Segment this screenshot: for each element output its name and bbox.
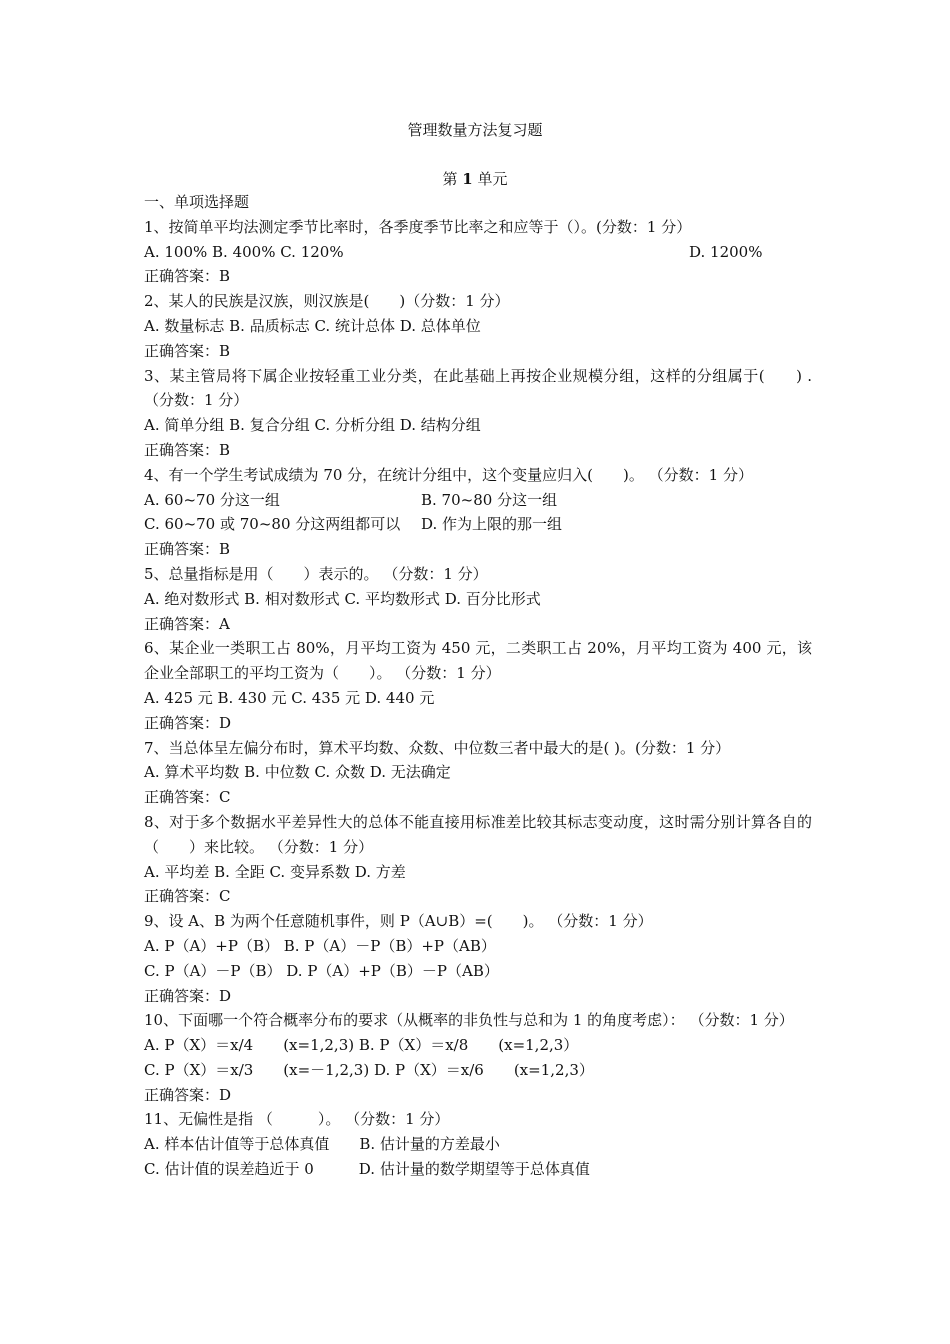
question-6: 6、某企业一类职工占 80%，月平均工资为 450 元，二类职工占 20%，月平均工资为 400 元，该企业全部职工的平均工资为（ ）。 （分数：1 分） — [144, 639, 812, 683]
options-2: A. 数量标志 B. 品质标志 C. 统计总体 D. 总体单位 — [144, 316, 481, 335]
question-2: 2、某人的民族是汉族，则汉族是( )（分数：1 分） — [144, 292, 510, 311]
option-4a: A. 60~70 分这一组 — [144, 490, 280, 509]
question-3: 3、某主管局将下属企业按轻重工业分类，在此基础上再按企业规模分组，这样的分组属于( ) .（分数：1 分） — [144, 366, 812, 410]
options-5: A. 绝对数形式 B. 相对数形式 C. 平均数形式 D. 百分比形式 — [144, 589, 541, 608]
options-1-d: D. 1200% — [689, 242, 763, 261]
options-10-row1: A. P（X）＝x/4 (x=1,2,3) B. P（X）＝x/8 (x=1,2,3） — [144, 1036, 579, 1055]
unit-suffix: 单元 — [477, 170, 508, 188]
answer-8: 正确答案：C — [144, 887, 231, 906]
question-7: 7、当总体呈左偏分布时，算术平均数、众数、中位数三者中最大的是( )。(分数：1 分） — [144, 738, 731, 757]
option-4b: B. 70~80 分这一组 — [421, 490, 558, 509]
options-1 — [144, 240, 812, 265]
answer-5: 正确答案：A — [144, 614, 230, 633]
answer-10: 正确答案：D — [144, 1085, 232, 1104]
options-7: A. 算术平均数 B. 中位数 C. 众数 D. 无法确定 — [144, 763, 451, 782]
option-4c: C. 60~70 或 70~80 分这两组都可以 — [144, 515, 401, 534]
question-5: 5、总量指标是用（ ）表示的。 （分数：1 分） — [144, 564, 488, 583]
options-4-row2 — [144, 512, 812, 537]
answer-1: 正确答案：B — [144, 267, 231, 286]
options-4-row1 — [144, 488, 812, 513]
options-11-row2: C. 估计值的误差趋近于 0 D. 估计量的数学期望等于总体真值 — [144, 1160, 590, 1179]
options-6: A. 425 元 B. 430 元 C. 435 元 D. 440 元 — [144, 688, 435, 707]
options-3: A. 简单分组 B. 复合分组 C. 分析分组 D. 结构分组 — [144, 416, 481, 435]
unit-heading — [0, 168, 950, 189]
question-9: 9、设 A、B 为两个任意随机事件，则 P（A∪B）=( )。 （分数：1 分） — [144, 912, 653, 931]
question-4: 4、有一个学生考试成绩为 70 分，在统计分组中，这个变量应归入( )。 （分数：1 分） — [144, 465, 753, 484]
options-9-row1: A. P（A）+P（B） B. P（A）－P（B）+P（AB） — [144, 936, 496, 955]
answer-7: 正确答案：C — [144, 788, 231, 807]
option-4d: D. 作为上限的那一组 — [421, 515, 563, 534]
question-11: 11、无偏性是指 （ ）。 （分数：1 分） — [144, 1110, 450, 1129]
options-1-abc: A. 100% B. 400% C. 120% — [144, 242, 344, 261]
options-8: A. 平均差 B. 全距 C. 变异系数 D. 方差 — [144, 862, 406, 881]
answer-6: 正确答案：D — [144, 713, 232, 732]
section-heading: 一、单项选择题 — [144, 193, 250, 211]
options-9-row2: C. P（A）－P（B） D. P（A）+P（B）－P（AB） — [144, 961, 499, 980]
options-10-row2: C. P（X）＝x/3 (x=－1,2,3) D. P（X）＝x/6 (x=1,2,3） — [144, 1060, 594, 1079]
question-list — [144, 190, 812, 1182]
question-8: 8、对于多个数据水平差异性大的总体不能直接用标准差比较其标志变动度，这时需分别计算各自的（ ）来比较。 （分数：1 分） — [144, 812, 812, 856]
unit-prefix: 第 — [442, 170, 458, 188]
answer-4: 正确答案：B — [144, 540, 231, 559]
answer-9: 正确答案：D — [144, 986, 232, 1005]
question-1: 1、按简单平均法测定季节比率时，各季度季节比率之和应等于（）。(分数：1 分） — [144, 217, 692, 236]
options-11-row1: A. 样本估计值等于总体真值 B. 估计量的方差最小 — [144, 1135, 500, 1154]
document-title: 管理数量方法复习题 — [407, 121, 543, 139]
answer-2: 正确答案：B — [144, 341, 231, 360]
question-10: 10、下面哪一个符合概率分布的要求（从概率的非负性与总和为 1 的角度考虑）： （分数：1 分） — [144, 1011, 794, 1030]
unit-number: 1 — [462, 170, 473, 188]
answer-3: 正确答案：B — [144, 440, 231, 459]
